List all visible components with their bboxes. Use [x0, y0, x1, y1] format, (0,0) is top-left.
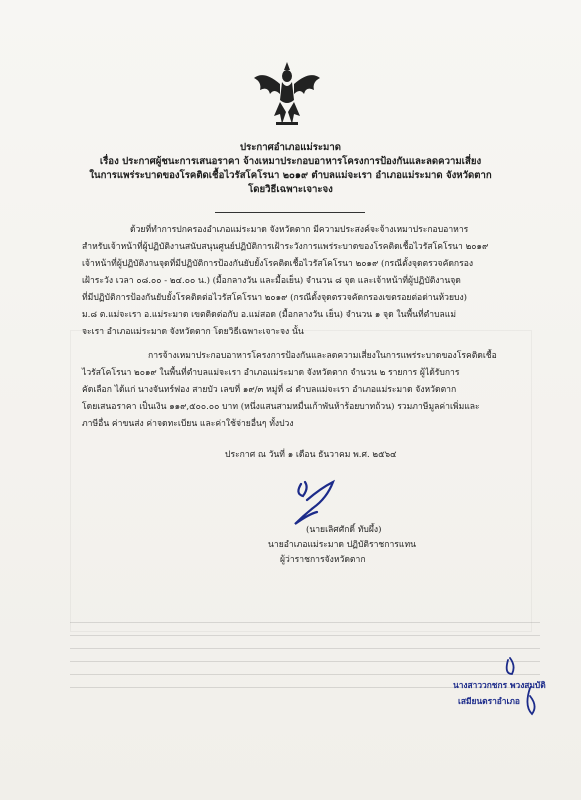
subject-line-1: เรื่อง ประกาศผู้ชนะการเสนอราคา จ้างเหมาประกอบอาหารโครงการป้องกันและลดความเสี่ยง — [99, 156, 482, 167]
body-p1-line: ที่มีปฏิบัติการป้องกันยับยั้งโรคติดต่อไวรัสโคโรนา ๒๐๑๙ (กรณีตั้งจุดตรวจคัดกรองเขตรอยต่อด่านห้วยบง) — [82, 293, 468, 303]
subject-line-3: โดยวิธีเฉพาะเจาะจง — [248, 184, 333, 195]
body-p1-line: เฝ้าระวัง เวลา ๐๘.๐๐ - ๒๔.๐๐ น.) (มื้อกลางวัน และมื้อเย็น) จำนวน ๘ จุด และเจ้าหน้าที่ผู้ปฏิบัติงานจุด — [82, 276, 461, 286]
body-p2-line: ภาษีอื่น ค่าขนส่ง ค่าจดทะเบียน และค่าใช้จ่ายอื่นๆ ทั้งปวง — [82, 419, 294, 429]
body-p1-line: จะเรา อำเภอแม่ระมาด จังหวัดตาก โดยวิธีเฉพาะเจาะจง นั้น — [82, 327, 304, 337]
body-p1-line: สำหรับเจ้าหน้าที่ผู้ปฏิบัติงานสนับสนุนศูนย์ปฏิบัติการเฝ้าระวังการแพร่ระบาดของโรคติดเชื้อไวรัสโคโรนา ๒๐๑๙ — [82, 242, 489, 252]
signer-name: (นายเลิศศักดิ์ ทับผึ้ง) — [306, 525, 382, 535]
garuda-emblem — [252, 60, 322, 128]
announce-date: ประกาศ ณ วันที่ ๑ เดือน ธันวาคม พ.ศ. ๒๕๖๔ — [225, 450, 397, 460]
signer-title-2: ผู้ว่าราชการจังหวัดตาก — [280, 555, 366, 565]
signer-title-1: นายอำเภอแม่ระมาด ปฏิบัติราชการแทน — [268, 540, 416, 550]
body-p2-line: การจ้างเหมาประกอบอาหารโครงการป้องกันและลดความเสี่ยงในการแพร่ระบาดของโรคติดเชื้อ — [148, 351, 497, 361]
body-p2-line: ไวรัสโคโรนา ๒๐๑๙ ในพื้นที่ตำบลแม่จะเรา อำเภอแม่ระมาด จังหวัดตาก จำนวน ๒ รายการ ผู้ได้รับการ — [82, 368, 460, 378]
body-p1-line: ด้วยที่ทำการปกครองอำเภอแม่ระมาด จังหวัดตาก มีความประสงค์จะจ้างเหมาประกอบอาหาร — [130, 225, 469, 235]
body-p1-line: ม.๘ ต.แม่จะเรา อ.แม่ระมาด เขตติดต่อกับ อ.แม่สอด (มื้อกลางวัน เย็น) จำนวน ๑ จุด ในพื้นที่ตำบลแม่ — [82, 310, 457, 320]
body-p2-line: โดยเสนอราคา เป็นเงิน ๑๑๙,๕๐๐.๐๐ บาท (หนึ่งแสนสามหมื่นเก้าพันห้าร้อยบาทถ้วน) รวมภาษีมูลค่าเพิ่มและ — [82, 402, 480, 412]
signature-mark — [283, 478, 343, 528]
body-p2-line: คัดเลือก ได้แก่ นางจันทร์ฟอง สายบัว เลขที่ ๑๙/๓ หมู่ที่ ๘ ตำบลแม่จะเรา อำเภอแม่ระมาด จังหวัดตาก — [82, 385, 457, 395]
subject-line-2: ในการแพร่ระบาดของโรคติดเชื้อไวรัสโคโรนา ๒๐๑๙ ตำบลแม่จะเรา อำเภอแม่ระมาด จังหวัดตาก — [89, 170, 492, 181]
agency-title: ประกาศอำเภอแม่ระมาด — [240, 142, 341, 153]
title-divider — [215, 212, 365, 213]
clerk-stamp-title: เสมียนตราอำเภอ — [458, 696, 520, 706]
body-p1-line: เจ้าหน้าที่ผู้ปฏิบัติงานจุดที่มีปฏิบัติการป้องกันยับยั้งโรคติดเชื้อไวรัสโคโรนา ๒๐๑๙ (กรณีตั้งจุดตรวจคัดกรอง — [82, 259, 474, 269]
clerk-stamp-name: นางสาววกชกร พวงสมบัติ — [453, 680, 546, 690]
